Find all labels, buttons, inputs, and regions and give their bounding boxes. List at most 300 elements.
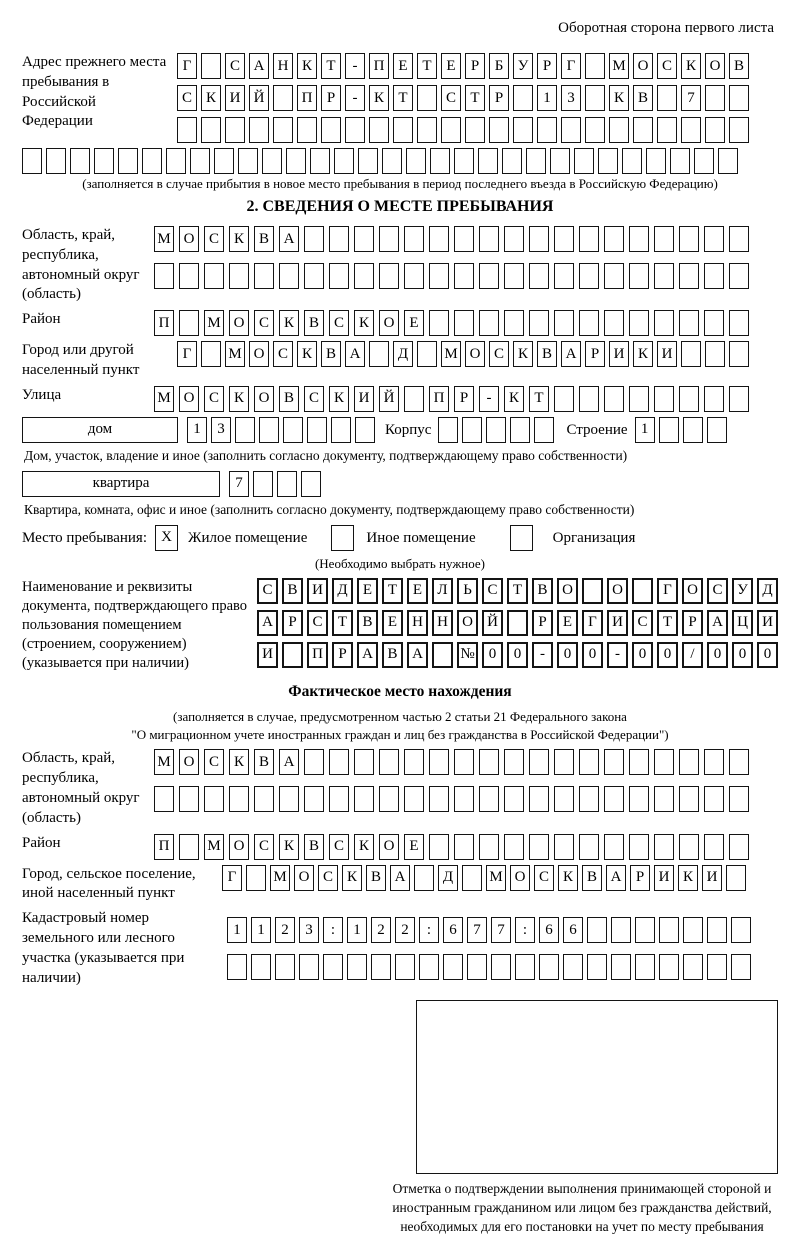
char-box[interactable] (467, 954, 487, 980)
char-box[interactable]: Г (582, 610, 603, 636)
char-box[interactable]: Н (432, 610, 453, 636)
char-box[interactable] (142, 148, 162, 174)
char-box[interactable]: 2 (275, 917, 295, 943)
char-box[interactable]: Е (404, 310, 424, 336)
char-box[interactable]: О (379, 310, 399, 336)
char-box[interactable] (526, 148, 546, 174)
char-box[interactable] (704, 749, 724, 775)
char-box[interactable]: М (204, 834, 224, 860)
char-box[interactable] (654, 749, 674, 775)
char-box[interactable] (454, 263, 474, 289)
char-box[interactable]: Е (407, 578, 428, 604)
char-box[interactable]: Р (585, 341, 605, 367)
char-box[interactable] (707, 417, 727, 443)
char-box[interactable] (502, 148, 522, 174)
char-box[interactable] (604, 386, 624, 412)
char-box[interactable] (304, 226, 324, 252)
char-box[interactable] (454, 310, 474, 336)
char-box[interactable]: 0 (582, 642, 603, 668)
char-box[interactable]: И (657, 341, 677, 367)
char-box[interactable] (254, 786, 274, 812)
char-box[interactable] (246, 865, 266, 891)
char-box[interactable] (329, 226, 349, 252)
char-box[interactable] (604, 263, 624, 289)
char-box[interactable] (705, 85, 725, 111)
char-box[interactable]: С (273, 341, 293, 367)
char-box[interactable] (579, 749, 599, 775)
char-box[interactable] (729, 341, 749, 367)
char-box[interactable]: Д (438, 865, 458, 891)
char-box[interactable] (479, 786, 499, 812)
char-box[interactable] (254, 263, 274, 289)
char-box[interactable]: Р (537, 53, 557, 79)
char-box[interactable]: В (357, 610, 378, 636)
char-box[interactable]: В (254, 749, 274, 775)
char-box[interactable]: Т (321, 53, 341, 79)
char-box[interactable]: В (633, 85, 653, 111)
char-box[interactable]: И (225, 85, 245, 111)
char-box[interactable]: В (279, 386, 299, 412)
char-box[interactable] (729, 226, 749, 252)
char-box[interactable] (22, 148, 42, 174)
char-box[interactable] (704, 786, 724, 812)
char-box[interactable] (321, 117, 341, 143)
char-box[interactable]: А (249, 53, 269, 79)
char-box[interactable]: Д (757, 578, 778, 604)
char-box[interactable] (479, 263, 499, 289)
char-box[interactable]: Р (321, 85, 341, 111)
char-box[interactable]: А (257, 610, 278, 636)
char-box[interactable]: Е (404, 834, 424, 860)
char-box[interactable] (704, 226, 724, 252)
char-box[interactable] (229, 263, 249, 289)
char-box[interactable]: К (558, 865, 578, 891)
char-box[interactable] (429, 226, 449, 252)
char-box[interactable] (604, 749, 624, 775)
char-box[interactable]: К (279, 310, 299, 336)
char-box[interactable] (579, 263, 599, 289)
char-box[interactable] (515, 954, 535, 980)
char-box[interactable] (681, 341, 701, 367)
char-box[interactable] (659, 917, 679, 943)
char-box[interactable] (404, 263, 424, 289)
char-box[interactable]: 1 (347, 917, 367, 943)
char-box[interactable] (404, 786, 424, 812)
char-box[interactable] (683, 917, 703, 943)
char-box[interactable]: К (513, 341, 533, 367)
char-box[interactable] (718, 148, 738, 174)
char-box[interactable]: 0 (757, 642, 778, 668)
char-box[interactable]: Е (357, 578, 378, 604)
char-box[interactable]: Б (489, 53, 509, 79)
char-box[interactable]: С (329, 310, 349, 336)
char-box[interactable] (704, 310, 724, 336)
char-box[interactable] (273, 117, 293, 143)
char-box[interactable]: 7 (491, 917, 511, 943)
char-box[interactable] (334, 148, 354, 174)
char-box[interactable]: Т (529, 386, 549, 412)
char-box[interactable]: В (304, 834, 324, 860)
char-box[interactable]: Д (332, 578, 353, 604)
char-box[interactable]: И (607, 610, 628, 636)
char-box[interactable] (429, 834, 449, 860)
char-box[interactable] (707, 954, 727, 980)
checkbox-residential[interactable]: X (155, 525, 178, 551)
char-box[interactable] (347, 954, 367, 980)
char-box[interactable]: Р (489, 85, 509, 111)
char-box[interactable] (404, 386, 424, 412)
char-box[interactable] (46, 148, 66, 174)
char-box[interactable]: Т (393, 85, 413, 111)
char-box[interactable] (504, 786, 524, 812)
char-box[interactable] (454, 749, 474, 775)
char-box[interactable]: 3 (561, 85, 581, 111)
char-box[interactable] (262, 148, 282, 174)
char-box[interactable]: В (537, 341, 557, 367)
char-box[interactable] (611, 917, 631, 943)
char-box[interactable] (70, 148, 90, 174)
char-box[interactable] (489, 117, 509, 143)
char-box[interactable] (587, 954, 607, 980)
char-box[interactable]: Р (630, 865, 650, 891)
char-box[interactable]: Т (507, 578, 528, 604)
char-box[interactable]: 7 (467, 917, 487, 943)
char-box[interactable] (331, 417, 351, 443)
char-box[interactable] (726, 865, 746, 891)
char-box[interactable] (529, 749, 549, 775)
char-box[interactable] (729, 263, 749, 289)
char-box[interactable]: 1 (227, 917, 247, 943)
char-box[interactable] (635, 917, 655, 943)
char-box[interactable]: Й (249, 85, 269, 111)
char-box[interactable] (681, 117, 701, 143)
char-box[interactable] (504, 749, 524, 775)
char-box[interactable] (307, 417, 327, 443)
char-box[interactable] (491, 954, 511, 980)
char-box[interactable]: Й (482, 610, 503, 636)
char-box[interactable] (632, 578, 653, 604)
char-box[interactable] (659, 954, 679, 980)
char-box[interactable] (513, 117, 533, 143)
char-box[interactable]: К (609, 85, 629, 111)
char-box[interactable] (179, 263, 199, 289)
char-box[interactable]: Р (682, 610, 703, 636)
char-box[interactable] (432, 642, 453, 668)
char-box[interactable] (304, 749, 324, 775)
char-box[interactable] (504, 310, 524, 336)
char-box[interactable]: В (321, 341, 341, 367)
char-box[interactable] (729, 749, 749, 775)
char-box[interactable] (329, 786, 349, 812)
char-box[interactable]: К (297, 341, 317, 367)
char-box[interactable] (510, 417, 530, 443)
char-box[interactable]: О (379, 834, 399, 860)
char-box[interactable]: 0 (657, 642, 678, 668)
char-box[interactable] (629, 310, 649, 336)
char-box[interactable]: 0 (707, 642, 728, 668)
char-box[interactable]: О (682, 578, 703, 604)
char-box[interactable] (554, 226, 574, 252)
char-box[interactable] (310, 148, 330, 174)
char-box[interactable]: А (407, 642, 428, 668)
char-box[interactable]: К (201, 85, 221, 111)
char-box[interactable] (417, 117, 437, 143)
char-box[interactable] (179, 786, 199, 812)
stamp-box[interactable] (416, 1000, 778, 1174)
char-box[interactable] (707, 917, 727, 943)
char-box[interactable]: - (479, 386, 499, 412)
char-box[interactable]: Д (393, 341, 413, 367)
char-box[interactable]: С (204, 226, 224, 252)
char-box[interactable] (251, 954, 271, 980)
char-box[interactable]: И (609, 341, 629, 367)
char-box[interactable]: 1 (251, 917, 271, 943)
char-box[interactable] (395, 954, 415, 980)
char-box[interactable] (429, 310, 449, 336)
char-box[interactable]: П (154, 834, 174, 860)
char-box[interactable] (670, 148, 690, 174)
char-box[interactable]: Г (657, 578, 678, 604)
char-box[interactable] (579, 834, 599, 860)
char-box[interactable]: О (633, 53, 653, 79)
char-box[interactable] (635, 954, 655, 980)
char-box[interactable] (414, 865, 434, 891)
char-box[interactable]: В (304, 310, 324, 336)
char-box[interactable] (404, 749, 424, 775)
char-box[interactable] (443, 954, 463, 980)
char-box[interactable] (654, 786, 674, 812)
char-box[interactable] (454, 226, 474, 252)
char-box[interactable] (679, 386, 699, 412)
char-box[interactable] (554, 834, 574, 860)
char-box[interactable] (604, 786, 624, 812)
char-box[interactable] (582, 578, 603, 604)
char-box[interactable] (355, 417, 375, 443)
char-box[interactable] (704, 834, 724, 860)
char-box[interactable] (534, 417, 554, 443)
char-box[interactable] (379, 226, 399, 252)
char-box[interactable] (371, 954, 391, 980)
char-box[interactable] (579, 786, 599, 812)
char-box[interactable]: К (504, 386, 524, 412)
char-box[interactable]: М (154, 749, 174, 775)
char-box[interactable]: С (204, 749, 224, 775)
char-box[interactable]: И (702, 865, 722, 891)
char-box[interactable]: 1 (187, 417, 207, 443)
char-box[interactable] (369, 341, 389, 367)
char-box[interactable]: А (279, 226, 299, 252)
char-box[interactable] (118, 148, 138, 174)
char-box[interactable]: В (282, 578, 303, 604)
char-box[interactable] (441, 117, 461, 143)
char-box[interactable] (604, 310, 624, 336)
char-box[interactable]: И (307, 578, 328, 604)
char-box[interactable]: К (229, 749, 249, 775)
char-box[interactable]: В (729, 53, 749, 79)
char-box[interactable]: В (532, 578, 553, 604)
char-box[interactable] (554, 749, 574, 775)
char-box[interactable]: М (486, 865, 506, 891)
char-box[interactable] (229, 786, 249, 812)
char-box[interactable]: П (297, 85, 317, 111)
char-box[interactable] (275, 954, 295, 980)
char-box[interactable]: М (609, 53, 629, 79)
char-box[interactable]: : (419, 917, 439, 943)
char-box[interactable]: Л (432, 578, 453, 604)
checkbox-other-premises[interactable] (331, 525, 354, 551)
char-box[interactable] (454, 786, 474, 812)
char-box[interactable] (729, 786, 749, 812)
char-box[interactable]: 0 (557, 642, 578, 668)
char-box[interactable]: : (515, 917, 535, 943)
char-box[interactable]: П (307, 642, 328, 668)
char-box[interactable] (579, 226, 599, 252)
char-box[interactable] (301, 471, 321, 497)
char-box[interactable] (277, 471, 297, 497)
char-box[interactable] (679, 749, 699, 775)
char-box[interactable]: С (632, 610, 653, 636)
char-box[interactable]: К (279, 834, 299, 860)
char-box[interactable] (286, 148, 306, 174)
char-box[interactable]: Г (222, 865, 242, 891)
char-box[interactable] (694, 148, 714, 174)
apartment-type-box[interactable]: квартира (22, 471, 220, 497)
char-box[interactable]: И (354, 386, 374, 412)
char-box[interactable]: В (254, 226, 274, 252)
char-box[interactable]: - (345, 85, 365, 111)
char-box[interactable]: 2 (371, 917, 391, 943)
char-box[interactable]: С (254, 834, 274, 860)
char-box[interactable] (629, 263, 649, 289)
char-box[interactable]: К (678, 865, 698, 891)
char-box[interactable] (729, 386, 749, 412)
char-box[interactable]: С (657, 53, 677, 79)
char-box[interactable]: А (561, 341, 581, 367)
char-box[interactable] (504, 263, 524, 289)
char-box[interactable]: О (179, 386, 199, 412)
char-box[interactable]: П (154, 310, 174, 336)
char-box[interactable] (304, 786, 324, 812)
char-box[interactable] (529, 226, 549, 252)
char-box[interactable] (654, 263, 674, 289)
char-box[interactable] (154, 786, 174, 812)
char-box[interactable]: С (307, 610, 328, 636)
char-box[interactable] (646, 148, 666, 174)
char-box[interactable]: М (270, 865, 290, 891)
char-box[interactable] (406, 148, 426, 174)
char-box[interactable] (393, 117, 413, 143)
char-box[interactable]: К (369, 85, 389, 111)
house-type-box[interactable]: дом (22, 417, 178, 443)
char-box[interactable]: С (441, 85, 461, 111)
char-box[interactable] (429, 263, 449, 289)
char-box[interactable] (585, 117, 605, 143)
char-box[interactable]: Г (561, 53, 581, 79)
char-box[interactable] (529, 834, 549, 860)
char-box[interactable] (554, 263, 574, 289)
char-box[interactable] (238, 148, 258, 174)
char-box[interactable] (587, 917, 607, 943)
char-box[interactable]: - (607, 642, 628, 668)
char-box[interactable] (486, 417, 506, 443)
char-box[interactable] (454, 834, 474, 860)
char-box[interactable] (259, 417, 279, 443)
char-box[interactable] (679, 310, 699, 336)
char-box[interactable]: К (329, 386, 349, 412)
char-box[interactable] (563, 954, 583, 980)
char-box[interactable] (417, 85, 437, 111)
char-box[interactable]: 7 (681, 85, 701, 111)
char-box[interactable]: С (534, 865, 554, 891)
char-box[interactable]: : (323, 917, 343, 943)
char-box[interactable]: И (654, 865, 674, 891)
char-box[interactable]: Р (454, 386, 474, 412)
char-box[interactable]: 6 (563, 917, 583, 943)
char-box[interactable] (166, 148, 186, 174)
char-box[interactable] (539, 954, 559, 980)
char-box[interactable]: А (707, 610, 728, 636)
char-box[interactable] (479, 834, 499, 860)
char-box[interactable] (345, 117, 365, 143)
char-box[interactable] (253, 471, 273, 497)
char-box[interactable]: М (154, 226, 174, 252)
char-box[interactable] (177, 117, 197, 143)
char-box[interactable] (235, 417, 255, 443)
char-box[interactable] (554, 310, 574, 336)
char-box[interactable]: О (607, 578, 628, 604)
char-box[interactable]: С (489, 341, 509, 367)
char-box[interactable] (622, 148, 642, 174)
char-box[interactable] (679, 834, 699, 860)
char-box[interactable]: С (707, 578, 728, 604)
char-box[interactable] (579, 310, 599, 336)
char-box[interactable] (379, 749, 399, 775)
char-box[interactable] (283, 417, 303, 443)
char-box[interactable] (204, 263, 224, 289)
char-box[interactable] (227, 954, 247, 980)
char-box[interactable] (657, 85, 677, 111)
char-box[interactable] (299, 954, 319, 980)
char-box[interactable] (654, 226, 674, 252)
char-box[interactable] (679, 263, 699, 289)
char-box[interactable] (225, 117, 245, 143)
char-box[interactable] (438, 417, 458, 443)
char-box[interactable] (358, 148, 378, 174)
char-box[interactable]: Р (532, 610, 553, 636)
char-box[interactable]: К (229, 226, 249, 252)
char-box[interactable]: К (354, 834, 374, 860)
char-box[interactable]: О (249, 341, 269, 367)
char-box[interactable]: Р (282, 610, 303, 636)
char-box[interactable]: Ц (732, 610, 753, 636)
char-box[interactable]: О (457, 610, 478, 636)
char-box[interactable]: Т (417, 53, 437, 79)
char-box[interactable]: С (177, 85, 197, 111)
char-box[interactable]: И (257, 642, 278, 668)
char-box[interactable]: Т (657, 610, 678, 636)
char-box[interactable]: 1 (635, 417, 655, 443)
char-box[interactable] (273, 85, 293, 111)
char-box[interactable]: А (606, 865, 626, 891)
char-box[interactable] (179, 310, 199, 336)
char-box[interactable]: М (441, 341, 461, 367)
char-box[interactable]: С (318, 865, 338, 891)
char-box[interactable] (604, 226, 624, 252)
char-box[interactable] (297, 117, 317, 143)
char-box[interactable]: А (390, 865, 410, 891)
char-box[interactable] (354, 263, 374, 289)
char-box[interactable] (454, 148, 474, 174)
